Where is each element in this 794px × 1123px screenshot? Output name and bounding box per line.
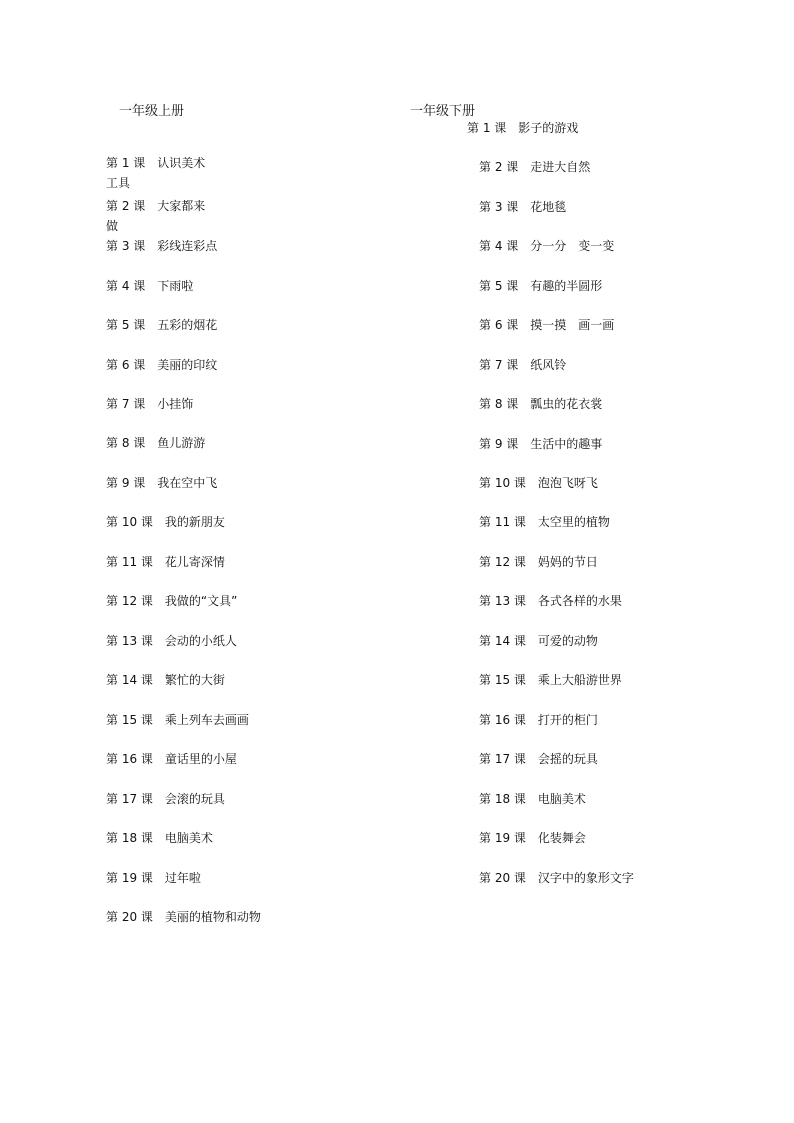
lesson-number: 第 8 课	[106, 436, 146, 450]
lesson-number: 第 2 课	[106, 199, 146, 213]
lesson-title: 瓢虫的花衣裳	[530, 397, 603, 411]
lesson-number: 第 5 课	[479, 279, 519, 293]
lesson-title: 繁忙的大街	[164, 673, 225, 687]
lesson-number: 第 6 课	[479, 318, 519, 332]
lesson-number: 第 11 课	[479, 515, 526, 529]
lesson-title: 汉字中的象形文字	[537, 871, 634, 885]
lesson-number: 第 13 课	[479, 594, 526, 608]
lesson-number: 第 16 课	[106, 752, 153, 766]
lesson-right-17	[479, 749, 598, 769]
lesson-title: 电脑美术	[537, 792, 586, 806]
lesson-number: 第 1 课	[467, 121, 507, 135]
lesson-title: 童话里的小屋	[164, 752, 237, 766]
lesson-number: 第 3 课	[106, 239, 146, 253]
lesson-number: 第 17 课	[479, 752, 526, 766]
lesson-right-13	[479, 591, 622, 611]
lesson-title: 美丽的印纹	[157, 358, 218, 372]
lesson-number: 第 7 课	[106, 397, 146, 411]
lesson-title: 认识美术工具	[106, 156, 206, 190]
lesson-title: 纸风铃	[530, 358, 567, 372]
lesson-left-1	[106, 153, 208, 193]
lesson-number: 第 9 课	[106, 476, 146, 490]
lesson-left-20	[106, 907, 261, 927]
lesson-number: 第 15 课	[106, 713, 153, 727]
lesson-number: 第 18 课	[479, 792, 526, 806]
lesson-title: 美丽的植物和动物	[164, 910, 261, 924]
lesson-left-10	[106, 512, 225, 532]
lesson-left-6	[106, 355, 217, 375]
lesson-title: 妈妈的节日	[537, 555, 598, 569]
lesson-number: 第 12 课	[479, 555, 526, 569]
lesson-right-4	[479, 236, 614, 256]
lesson-number: 第 7 课	[479, 358, 519, 372]
lesson-title: 太空里的植物	[537, 515, 610, 529]
lesson-left-19	[106, 868, 201, 888]
heading-semester-1: 一年级上册	[119, 104, 185, 119]
lesson-number: 第 10 课	[479, 476, 526, 490]
lesson-number: 第 2 课	[479, 160, 519, 174]
lesson-title: 可爱的动物	[537, 634, 598, 648]
lesson-title: 我的新朋友	[164, 515, 225, 529]
lesson-title: 各式各样的水果	[537, 594, 622, 608]
heading-semester-2: 一年级下册	[410, 104, 476, 119]
lesson-number: 第 20 课	[479, 871, 526, 885]
lesson-left-3	[106, 236, 217, 256]
lesson-right-15	[479, 670, 622, 690]
lesson-title: 电脑美术	[164, 831, 213, 845]
lesson-right-10	[479, 473, 598, 493]
lesson-title: 会摇的玩具	[537, 752, 598, 766]
lesson-right-7	[479, 355, 566, 375]
lesson-left-9	[106, 473, 217, 493]
lesson-right-20	[479, 868, 634, 888]
lesson-left-13	[106, 631, 237, 651]
lesson-number: 第 19 课	[479, 831, 526, 845]
lesson-number: 第 13 课	[106, 634, 153, 648]
lesson-number: 第 10 课	[106, 515, 153, 529]
lesson-title: 我在空中飞	[157, 476, 218, 490]
lesson-title: 花地毯	[530, 200, 567, 214]
lesson-right-1	[467, 118, 578, 138]
lesson-number: 第 3 课	[479, 200, 519, 214]
lesson-number: 第 20 课	[106, 910, 153, 924]
lesson-right-3	[479, 197, 566, 217]
lesson-number: 第 1 课	[106, 156, 146, 170]
lesson-number: 第 14 课	[106, 673, 153, 687]
lesson-title: 生活中的趣事	[530, 437, 603, 451]
lesson-right-14	[479, 631, 598, 651]
lesson-right-6	[479, 315, 614, 335]
lesson-right-12	[479, 552, 598, 572]
lesson-title: 会滚的玩具	[164, 792, 225, 806]
lesson-title: 彩线连彩点	[157, 239, 218, 253]
lesson-right-19	[479, 828, 586, 848]
lesson-left-17	[106, 789, 225, 809]
lesson-left-5	[106, 315, 217, 335]
lesson-right-8	[479, 394, 602, 414]
lesson-title: 会动的小纸人	[164, 634, 237, 648]
lesson-title: 过年啦	[164, 871, 201, 885]
lesson-title: 五彩的烟花	[157, 318, 218, 332]
lesson-number: 第 8 课	[479, 397, 519, 411]
lesson-title: 影子的游戏	[518, 121, 579, 135]
lesson-title: 花儿寄深情	[164, 555, 225, 569]
lesson-title: 小挂饰	[157, 397, 194, 411]
lesson-number: 第 4 课	[479, 239, 519, 253]
lesson-right-9	[479, 434, 602, 454]
lesson-left-4	[106, 276, 193, 296]
lesson-left-14	[106, 670, 225, 690]
lesson-number: 第 12 课	[106, 594, 153, 608]
lesson-number: 第 5 课	[106, 318, 146, 332]
lesson-number: 第 14 课	[479, 634, 526, 648]
lesson-number: 第 6 课	[106, 358, 146, 372]
lesson-title: 摸一摸 画一画	[530, 318, 615, 332]
lesson-title: 大家都来做	[106, 199, 206, 233]
lesson-right-18	[479, 789, 586, 809]
lesson-title: 鱼儿游游	[157, 436, 206, 450]
lesson-number: 第 11 课	[106, 555, 153, 569]
lesson-number: 第 17 课	[106, 792, 153, 806]
lesson-right-16	[479, 710, 598, 730]
lesson-title: 乘上列车去画画	[164, 713, 249, 727]
lesson-left-12	[106, 591, 237, 611]
lesson-title: 有趣的半圆形	[530, 279, 603, 293]
lesson-number: 第 15 课	[479, 673, 526, 687]
lesson-title: 化装舞会	[537, 831, 586, 845]
lesson-left-15	[106, 710, 249, 730]
lesson-number: 第 9 课	[479, 437, 519, 451]
lesson-title: 乘上大船游世界	[537, 673, 622, 687]
lesson-title: 泡泡飞呀飞	[537, 476, 598, 490]
lesson-left-8	[106, 433, 205, 453]
lesson-left-16	[106, 749, 237, 769]
lesson-number: 第 16 课	[479, 713, 526, 727]
lesson-left-11	[106, 552, 225, 572]
lesson-left-7	[106, 394, 193, 414]
lesson-right-5	[479, 276, 602, 296]
lesson-right-11	[479, 512, 610, 532]
lesson-left-18	[106, 828, 213, 848]
lesson-number: 第 18 课	[106, 831, 153, 845]
lesson-left-2	[106, 196, 208, 236]
lesson-number: 第 4 课	[106, 279, 146, 293]
lesson-title: 走进大自然	[530, 160, 591, 174]
lesson-number: 第 19 课	[106, 871, 153, 885]
lesson-title: 我做的“文具”	[164, 594, 238, 608]
lesson-right-2	[479, 157, 590, 177]
lesson-title: 打开的柜门	[537, 713, 598, 727]
lesson-title: 分一分 变一变	[530, 239, 615, 253]
lesson-title: 下雨啦	[157, 279, 194, 293]
